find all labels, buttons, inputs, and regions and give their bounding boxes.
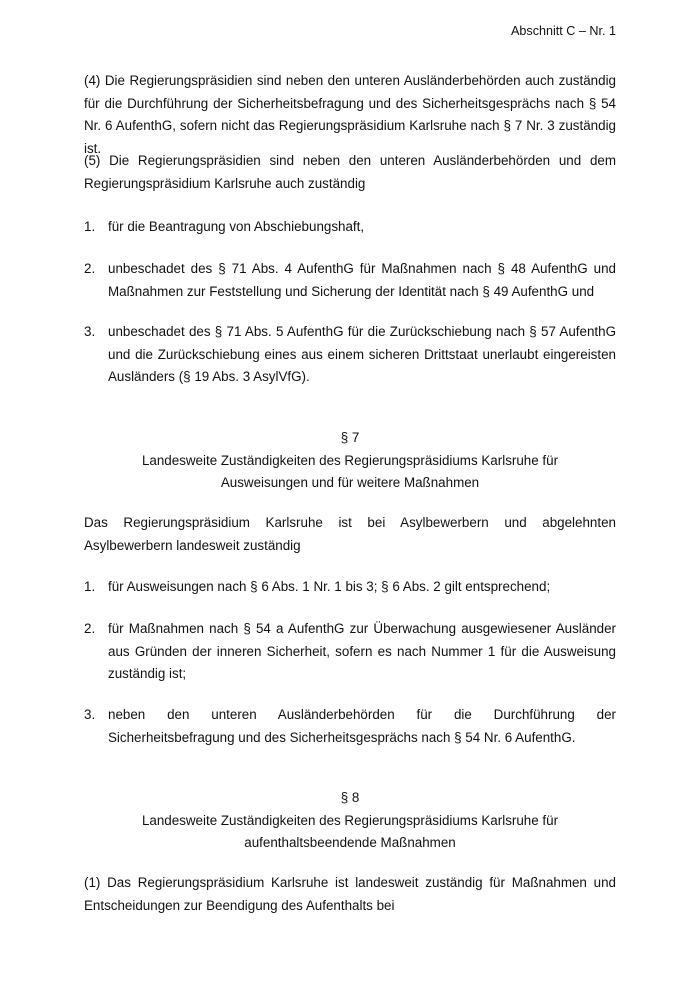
section-8-number: § 8 <box>340 790 360 805</box>
section-7-title-line2: Ausweisungen und für weitere Maßnahmen <box>220 475 480 490</box>
list-item-number: 2. <box>84 621 96 636</box>
section-7-intro <box>84 512 616 557</box>
list-item-number: 1. <box>84 579 96 594</box>
section-8-paragraph-1 <box>84 872 616 917</box>
paragraph-5-text: (5) Die Regierungspräsidien sind neben den unteren Ausländerbehörden und dem Regierungspräsidium Karlsruhe auch zuständig <box>84 153 616 191</box>
section-8-heading <box>84 787 616 855</box>
list-item <box>84 618 616 686</box>
list-item <box>84 216 616 239</box>
list-item-text: neben den unteren Ausländerbehörden für die Durchführung der Sicherheitsbefragung und des Sicherheitsgesprächs nach § 54 Nr. 6 AufenthG. <box>108 707 616 745</box>
section-7-heading <box>84 427 616 495</box>
list-item-text: für Ausweisungen nach § 6 Abs. 1 Nr. 1 bis 3; § 6 Abs. 2 gilt entsprechend; <box>108 579 551 594</box>
list-item-text: unbeschadet des § 71 Abs. 5 AufenthG für die Zurückschiebung nach § 57 AufenthG und die Zurückschiebung eines aus einem sicheren Drittstaat unerlaubt eingereisten Ausländers (§ 19 Abs. 3 AsylVfG). <box>108 324 616 384</box>
list-item-number: 3. <box>84 707 96 722</box>
list-item <box>84 576 616 599</box>
paragraph-4-text: (4) Die Regierungspräsidien sind neben den unteren Ausländerbehörden auch zuständig für die Durchführung der Sicherheitsbefragung und des Sicherheitsgesprächs nach § 54 Nr. 6 AufenthG, sofern nicht das Regierungspräsidium Karlsruhe nach § 7 Nr. 3 zuständig ist. <box>84 73 616 156</box>
section-8-title-line1: Landesweite Zuständigkeiten des Regierungspräsidiums Karlsruhe für <box>141 812 559 828</box>
list-item-text: unbeschadet des § 71 Abs. 4 AufenthG für Maßnahmen nach § 48 AufenthG und Maßnahmen zur Feststellung und Sicherung der Identität nach § 49 AufenthG und <box>108 261 616 299</box>
paragraph-5 <box>84 150 616 195</box>
paragraph-4 <box>84 70 616 160</box>
list-item-number: 2. <box>84 261 96 276</box>
section-7-title-line1: Landesweite Zuständigkeiten des Regierungspräsidiums Karlsruhe für <box>141 452 559 468</box>
list-item-number: 3. <box>84 324 96 339</box>
section-label: Abschnitt C – Nr. 1 <box>511 24 616 38</box>
list-item <box>84 321 616 389</box>
list-item <box>84 258 616 303</box>
list-item <box>84 704 616 749</box>
section-8-title-line2: aufenthaltsbeendende Maßnahmen <box>244 835 456 850</box>
section-7-number: § 7 <box>340 430 360 445</box>
list-item-text: für Maßnahmen nach § 54 a AufenthG zur Überwachung ausgewiesener Ausländer aus Gründen der inneren Sicherheit, sofern es nach Nummer 1 für die Ausweisung zuständig ist; <box>108 621 616 681</box>
section-7-intro-text: Das Regierungspräsidium Karlsruhe ist bei Asylbewerbern und abgelehnten Asylbewerbern landesweit zuständig <box>84 515 616 553</box>
list-item-text: für die Beantragung von Abschiebungshaft, <box>108 219 365 234</box>
section-8-paragraph-1-text: (1) Das Regierungspräsidium Karlsruhe ist landesweit zuständig für Maßnahmen und Entscheidungen zur Beendigung des Aufenthalts bei <box>84 875 616 913</box>
list-item-number: 1. <box>84 219 96 234</box>
